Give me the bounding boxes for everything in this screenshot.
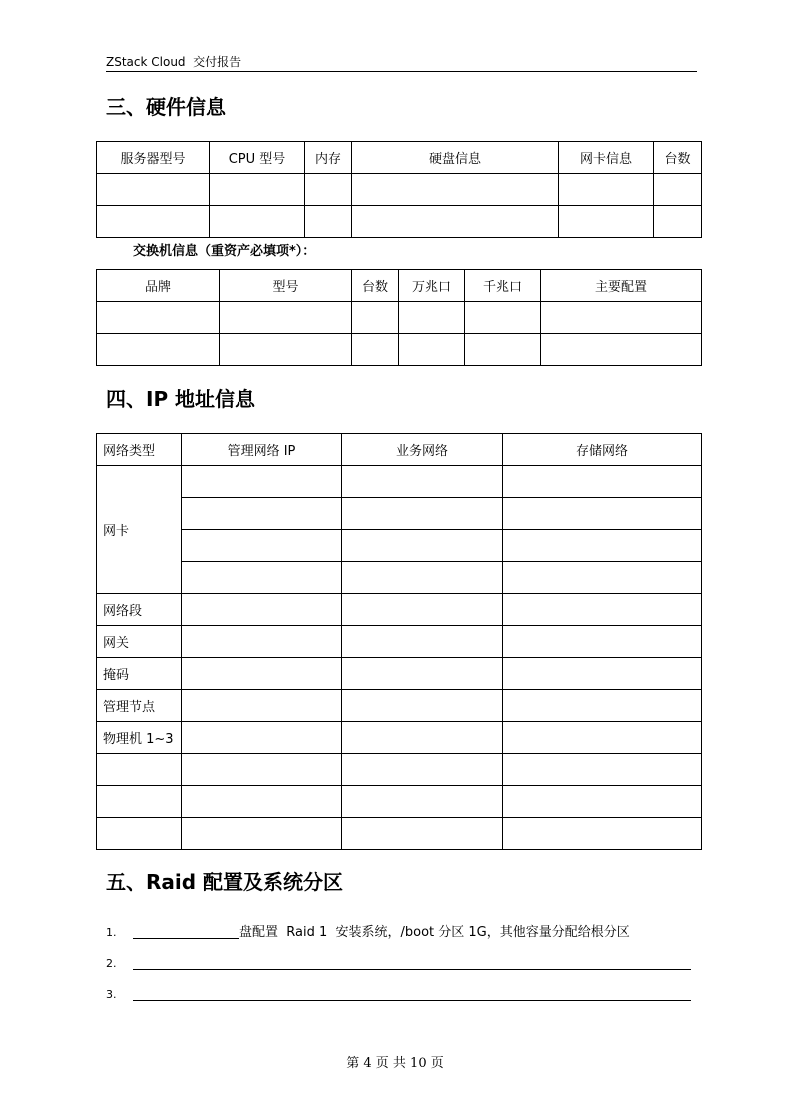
table-row	[97, 174, 702, 206]
table-row	[97, 206, 702, 238]
row-label[interactable]	[97, 818, 182, 850]
table-cell[interactable]	[654, 206, 702, 238]
table-header: 台数	[352, 270, 399, 302]
table-row	[97, 626, 702, 658]
table-cell[interactable]	[342, 786, 503, 818]
table-cell[interactable]	[182, 754, 342, 786]
section-title-raid: 五、Raid 配置及系统分区	[106, 870, 344, 894]
table-row	[97, 690, 702, 722]
table-cell[interactable]	[503, 626, 702, 658]
table-cell[interactable]	[97, 334, 220, 366]
table-cell[interactable]	[182, 658, 342, 690]
table-cell[interactable]	[305, 206, 352, 238]
ip-table	[96, 433, 702, 850]
table-cell[interactable]	[503, 658, 702, 690]
table-cell[interactable]	[503, 786, 702, 818]
table-cell[interactable]	[97, 302, 220, 334]
row-label: 网关	[97, 626, 182, 658]
table-cell[interactable]	[182, 562, 342, 594]
table-cell[interactable]	[342, 722, 503, 754]
table-cell[interactable]	[342, 594, 503, 626]
table-cell[interactable]	[342, 658, 503, 690]
table-row	[97, 498, 702, 530]
table-row	[97, 334, 702, 366]
table-header: 万兆口	[399, 270, 465, 302]
page-header	[106, 54, 697, 72]
table-cell[interactable]	[559, 206, 654, 238]
table-cell[interactable]	[182, 530, 342, 562]
table-cell[interactable]	[182, 466, 342, 498]
row-label[interactable]	[97, 754, 182, 786]
table-cell[interactable]	[541, 334, 702, 366]
table-cell[interactable]	[559, 174, 654, 206]
table-cell[interactable]	[503, 466, 702, 498]
table-row	[97, 658, 702, 690]
table-cell[interactable]	[352, 174, 559, 206]
table-cell[interactable]	[182, 626, 342, 658]
table-cell[interactable]	[503, 754, 702, 786]
fill-blank[interactable]	[133, 955, 691, 970]
table-header: 台数	[654, 142, 702, 174]
table-cell[interactable]	[342, 562, 503, 594]
section-title-ip: 四、IP 地址信息	[106, 387, 256, 411]
table-cell[interactable]	[220, 334, 352, 366]
table-header: 型号	[220, 270, 352, 302]
section-title-hardware: 三、硬件信息	[106, 95, 226, 119]
table-cell[interactable]	[503, 530, 702, 562]
table-header: 服务器型号	[97, 142, 210, 174]
table-header: 主要配置	[541, 270, 702, 302]
fill-blank[interactable]	[133, 986, 691, 1001]
table-cell[interactable]	[342, 498, 503, 530]
table-cell[interactable]	[352, 334, 399, 366]
table-cell[interactable]	[342, 530, 503, 562]
table-header: 网络类型	[97, 434, 182, 466]
table-cell[interactable]	[503, 594, 702, 626]
table-cell[interactable]	[182, 722, 342, 754]
table-header: CPU 型号	[210, 142, 305, 174]
table-cell[interactable]	[503, 722, 702, 754]
table-header: 硬盘信息	[352, 142, 559, 174]
list-number: 3.	[106, 988, 117, 1001]
table-row	[97, 302, 702, 334]
table-header: 内存	[305, 142, 352, 174]
list-number: 2.	[106, 957, 117, 970]
table-cell[interactable]	[399, 334, 465, 366]
table-cell[interactable]	[465, 334, 541, 366]
table-cell[interactable]	[352, 206, 559, 238]
row-label: 掩码	[97, 658, 182, 690]
table-cell[interactable]	[182, 818, 342, 850]
table-row	[97, 818, 702, 850]
table-cell[interactable]	[654, 174, 702, 206]
table-cell[interactable]	[342, 818, 503, 850]
table-cell[interactable]	[182, 498, 342, 530]
table-row	[97, 562, 702, 594]
table-cell[interactable]	[503, 690, 702, 722]
table-row	[97, 786, 702, 818]
table-cell[interactable]	[541, 302, 702, 334]
fill-blank[interactable]	[133, 924, 239, 939]
table-header: 管理网络 IP	[182, 434, 342, 466]
table-cell[interactable]	[305, 174, 352, 206]
table-row	[97, 594, 702, 626]
table-cell[interactable]	[503, 562, 702, 594]
row-label-nic: 网卡	[97, 466, 182, 594]
table-cell[interactable]	[399, 302, 465, 334]
table-header: 千兆口	[465, 270, 541, 302]
table-row	[97, 530, 702, 562]
table-header: 品牌	[97, 270, 220, 302]
table-header: 业务网络	[342, 434, 503, 466]
row-label: 网络段	[97, 594, 182, 626]
raid-item-2	[106, 955, 696, 975]
row-label[interactable]	[97, 786, 182, 818]
table-row	[97, 466, 702, 498]
table-cell[interactable]	[465, 302, 541, 334]
table-cell[interactable]	[352, 302, 399, 334]
table-cell[interactable]	[503, 818, 702, 850]
table-cell[interactable]	[97, 206, 210, 238]
table-cell[interactable]	[182, 594, 342, 626]
table-cell[interactable]	[220, 302, 352, 334]
table-cell[interactable]	[503, 498, 702, 530]
table-cell[interactable]	[210, 206, 305, 238]
table-row	[97, 754, 702, 786]
table-header: 存储网络	[503, 434, 702, 466]
raid-item-1	[106, 924, 696, 944]
table-cell[interactable]	[210, 174, 305, 206]
table-cell[interactable]	[182, 786, 342, 818]
table-cell[interactable]	[97, 174, 210, 206]
table-cell[interactable]	[182, 690, 342, 722]
table-cell[interactable]	[342, 754, 503, 786]
switch-table	[96, 269, 702, 366]
list-number: 1.	[106, 926, 117, 939]
row-label: 管理节点	[97, 690, 182, 722]
table-header: 网卡信息	[559, 142, 654, 174]
page-footer	[0, 1052, 790, 1071]
header-title: ZStack Cloud 交付报告	[106, 55, 242, 69]
row-label: 物理机 1~3	[97, 722, 182, 754]
table-cell[interactable]	[342, 626, 503, 658]
table-row	[97, 722, 702, 754]
raid-item-3	[106, 986, 696, 1006]
table-cell[interactable]	[342, 690, 503, 722]
raid-item-text: 盘配置 Raid 1 安装系统，/boot 分区 1G，其他容量分配给根分区	[239, 925, 630, 940]
table-cell[interactable]	[342, 466, 503, 498]
server-table	[96, 141, 702, 238]
switch-info-label: 交换机信息（重资产必填项*）：	[133, 244, 316, 259]
page-number: 第 4 页 共 10 页	[346, 1056, 444, 1071]
